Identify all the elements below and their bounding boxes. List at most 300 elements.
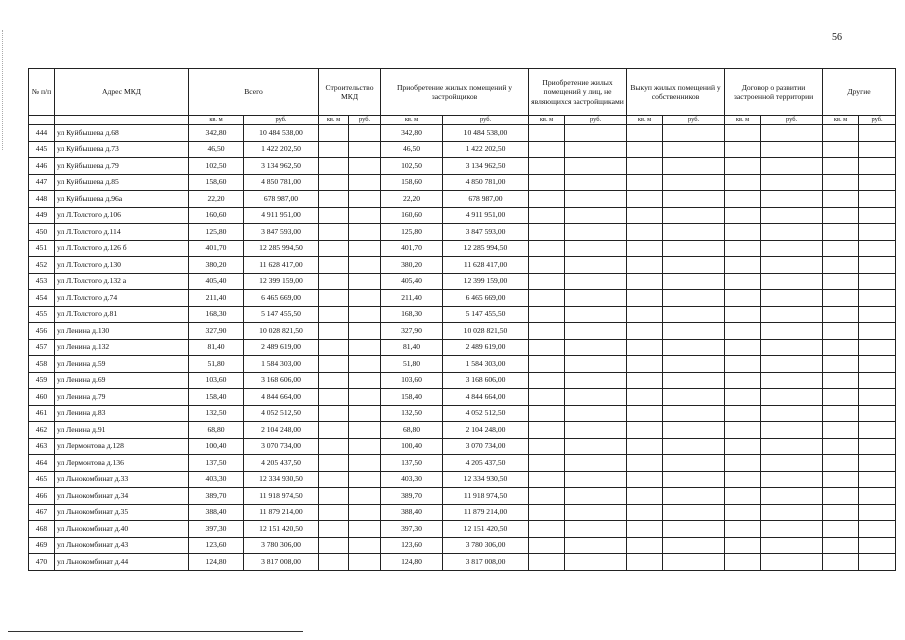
row-purchase-area: 124,80 [381,554,443,571]
row-empty-cell [823,504,859,521]
row-address: ул Лермонтова д.128 [55,438,189,455]
row-empty-cell [529,504,565,521]
row-purchase-sum: 11 918 974,50 [443,488,529,505]
row-empty-cell [761,323,823,340]
row-purchase-sum: 12 285 994,50 [443,240,529,257]
row-empty-cell [725,471,761,488]
row-purchase-sum: 3 168 606,00 [443,372,529,389]
row-construction-area [319,207,349,224]
row-construction-sum [349,306,381,323]
row-empty-cell [529,290,565,307]
row-purchase-sum: 12 399 159,00 [443,273,529,290]
row-empty-cell [725,125,761,142]
row-empty-cell [565,339,627,356]
row-empty-cell [663,224,725,241]
unit-area: кв. м [189,116,244,125]
row-purchase-sum: 6 465 669,00 [443,290,529,307]
row-empty-cell [761,174,823,191]
row-construction-sum [349,125,381,142]
row-construction-sum [349,290,381,307]
unit-rub: руб. [565,116,627,125]
row-purchase-area: 102,50 [381,158,443,175]
header-construction: Строительство МКД [319,69,381,116]
row-purchase-sum: 10 484 538,00 [443,125,529,142]
row-purchase-sum: 1 422 202,50 [443,141,529,158]
row-empty-cell [529,191,565,208]
row-empty-cell [761,191,823,208]
row-empty-cell [663,389,725,406]
row-empty-cell [663,455,725,472]
row-empty-cell [627,224,663,241]
row-purchase-sum: 4 052 512,50 [443,405,529,422]
row-construction-sum [349,488,381,505]
row-empty-cell [859,339,896,356]
row-empty-cell [663,504,725,521]
table-row [29,207,896,224]
row-empty-cell [627,323,663,340]
row-construction-sum [349,422,381,439]
row-address: ул Ленина д.91 [55,422,189,439]
row-empty-cell [823,158,859,175]
row-number: 456 [29,323,55,340]
unit-area: кв. м [381,116,443,125]
row-empty-cell [627,372,663,389]
row-empty-cell [859,438,896,455]
table-row [29,323,896,340]
header-purchase-non-developers: Приобретение жилых помещений у лиц, не являющихся застройщиками [529,69,627,116]
row-empty-cell [663,240,725,257]
row-empty-cell [859,174,896,191]
row-construction-sum [349,191,381,208]
row-total-area: 401,70 [189,240,244,257]
row-construction-area [319,504,349,521]
row-purchase-area: 68,80 [381,422,443,439]
unit-rub: руб. [244,116,319,125]
row-empty-cell [565,389,627,406]
row-purchase-area: 168,30 [381,306,443,323]
row-empty-cell [529,158,565,175]
row-purchase-sum: 4 205 437,50 [443,455,529,472]
row-construction-area [319,405,349,422]
row-number: 462 [29,422,55,439]
row-empty-cell [565,174,627,191]
row-total-area: 388,40 [189,504,244,521]
unit-rub: руб. [443,116,529,125]
row-empty-cell [627,306,663,323]
row-empty-cell [761,405,823,422]
row-empty-cell [627,554,663,571]
row-purchase-sum: 2 489 619,00 [443,339,529,356]
row-empty-cell [529,372,565,389]
row-construction-area [319,422,349,439]
row-empty-cell [529,323,565,340]
row-construction-area [319,158,349,175]
table-row [29,488,896,505]
row-empty-cell [761,504,823,521]
row-total-area: 102,50 [189,158,244,175]
row-purchase-area: 388,40 [381,504,443,521]
row-empty-cell [859,290,896,307]
row-construction-area [319,323,349,340]
row-empty-cell [761,471,823,488]
row-empty-cell [859,537,896,554]
row-construction-sum [349,405,381,422]
row-empty-cell [761,141,823,158]
row-total-sum: 12 334 930,50 [244,471,319,488]
row-empty-cell [565,471,627,488]
row-empty-cell [859,224,896,241]
row-empty-cell [565,521,627,538]
row-address: ул Льнокомбинат д.43 [55,537,189,554]
row-total-sum: 12 285 994,50 [244,240,319,257]
row-construction-area [319,141,349,158]
row-purchase-area: 100,40 [381,438,443,455]
row-construction-sum [349,537,381,554]
row-construction-area [319,356,349,373]
row-empty-cell [823,323,859,340]
row-number: 451 [29,240,55,257]
row-empty-cell [529,174,565,191]
table-row [29,455,896,472]
footer-rule [8,631,303,632]
row-address: ул Льнокомбинат д.35 [55,504,189,521]
row-empty-cell [761,422,823,439]
row-empty-cell [823,521,859,538]
row-empty-cell [529,207,565,224]
row-empty-cell [761,125,823,142]
row-address: ул Льнокомбинат д.33 [55,471,189,488]
row-empty-cell [823,224,859,241]
units-blank [29,116,55,125]
margin-marks [2,30,5,150]
unit-area: кв. м [319,116,349,125]
row-empty-cell [627,290,663,307]
header-address: Адрес МКД [55,69,189,116]
row-empty-cell [663,158,725,175]
row-empty-cell [529,521,565,538]
row-empty-cell [565,290,627,307]
row-purchase-sum: 678 987,00 [443,191,529,208]
row-total-sum: 11 918 974,50 [244,488,319,505]
row-construction-area [319,224,349,241]
row-total-area: 397,30 [189,521,244,538]
row-number: 448 [29,191,55,208]
row-purchase-area: 123,60 [381,537,443,554]
row-construction-sum [349,521,381,538]
row-number: 459 [29,372,55,389]
row-total-sum: 2 104 248,00 [244,422,319,439]
row-number: 444 [29,125,55,142]
row-empty-cell [823,207,859,224]
row-address: ул Л.Толстого д.81 [55,306,189,323]
row-empty-cell [565,257,627,274]
row-address: ул Ленина д.59 [55,356,189,373]
row-construction-area [319,554,349,571]
table-row [29,422,896,439]
row-construction-area [319,488,349,505]
row-address: ул Л.Толстого д.74 [55,290,189,307]
row-purchase-sum: 11 628 417,00 [443,257,529,274]
row-purchase-sum: 11 879 214,00 [443,504,529,521]
row-empty-cell [725,174,761,191]
table-row [29,372,896,389]
row-purchase-sum: 3 780 306,00 [443,537,529,554]
row-empty-cell [529,471,565,488]
row-address: ул Л.Толстого д.126 б [55,240,189,257]
table-row [29,504,896,521]
row-empty-cell [823,389,859,406]
row-empty-cell [627,240,663,257]
row-empty-cell [565,224,627,241]
row-purchase-sum: 3 134 962,50 [443,158,529,175]
row-construction-sum [349,372,381,389]
row-empty-cell [725,273,761,290]
row-empty-cell [565,504,627,521]
row-total-area: 380,20 [189,257,244,274]
row-empty-cell [761,158,823,175]
table-row [29,405,896,422]
row-empty-cell [663,521,725,538]
row-address: ул Л.Толстого д.130 [55,257,189,274]
row-empty-cell [725,356,761,373]
row-empty-cell [761,389,823,406]
row-address: ул Л.Толстого д.114 [55,224,189,241]
row-total-area: 389,70 [189,488,244,505]
row-address: ул Ленина д.83 [55,405,189,422]
row-empty-cell [859,356,896,373]
row-empty-cell [859,471,896,488]
row-empty-cell [663,141,725,158]
row-empty-cell [565,191,627,208]
row-total-sum: 6 465 669,00 [244,290,319,307]
row-number: 463 [29,438,55,455]
row-construction-sum [349,438,381,455]
row-total-sum: 1 584 303,00 [244,356,319,373]
row-empty-cell [725,389,761,406]
row-number: 447 [29,174,55,191]
row-empty-cell [823,191,859,208]
row-empty-cell [725,323,761,340]
row-empty-cell [663,554,725,571]
row-empty-cell [823,356,859,373]
row-total-sum: 3 168 606,00 [244,372,319,389]
row-purchase-area: 137,50 [381,455,443,472]
row-construction-area [319,273,349,290]
row-construction-area [319,537,349,554]
row-empty-cell [663,372,725,389]
row-purchase-sum: 2 104 248,00 [443,422,529,439]
row-empty-cell [859,554,896,571]
table-row [29,537,896,554]
row-empty-cell [565,306,627,323]
row-number: 468 [29,521,55,538]
row-empty-cell [725,438,761,455]
row-total-area: 68,80 [189,422,244,439]
row-construction-sum [349,141,381,158]
row-construction-area [319,125,349,142]
row-number: 454 [29,290,55,307]
row-number: 461 [29,405,55,422]
row-construction-area [319,372,349,389]
row-empty-cell [823,257,859,274]
row-empty-cell [663,191,725,208]
row-empty-cell [627,339,663,356]
row-empty-cell [627,537,663,554]
row-construction-sum [349,257,381,274]
row-empty-cell [529,389,565,406]
row-empty-cell [627,257,663,274]
row-total-area: 168,30 [189,306,244,323]
row-construction-area [319,339,349,356]
row-empty-cell [859,240,896,257]
row-number: 453 [29,273,55,290]
row-purchase-sum: 1 584 303,00 [443,356,529,373]
row-number: 446 [29,158,55,175]
row-empty-cell [529,422,565,439]
row-purchase-area: 46,50 [381,141,443,158]
row-empty-cell [823,174,859,191]
row-total-area: 132,50 [189,405,244,422]
row-empty-cell [627,191,663,208]
row-construction-sum [349,224,381,241]
row-empty-cell [725,306,761,323]
row-empty-cell [761,372,823,389]
row-address: ул Куйбышева д.73 [55,141,189,158]
table-row [29,158,896,175]
row-empty-cell [859,158,896,175]
header-total: Всего [189,69,319,116]
row-number: 465 [29,471,55,488]
header-purchase-developers: Приобретение жилых помещений у застройщиков [381,69,529,116]
header-num: № п/п [29,69,55,116]
row-construction-sum [349,504,381,521]
row-total-sum: 2 489 619,00 [244,339,319,356]
row-empty-cell [627,389,663,406]
row-empty-cell [663,290,725,307]
row-empty-cell [663,323,725,340]
row-address: ул Льнокомбинат д.34 [55,488,189,505]
row-number: 470 [29,554,55,571]
row-empty-cell [823,125,859,142]
row-empty-cell [529,339,565,356]
row-empty-cell [663,306,725,323]
row-construction-area [319,306,349,323]
unit-area: кв. м [529,116,565,125]
row-number: 460 [29,389,55,406]
row-empty-cell [565,488,627,505]
unit-area: кв. м [725,116,761,125]
row-total-area: 22,20 [189,191,244,208]
row-purchase-sum: 5 147 455,50 [443,306,529,323]
row-total-sum: 3 780 306,00 [244,537,319,554]
row-empty-cell [529,356,565,373]
row-empty-cell [823,455,859,472]
row-empty-cell [761,224,823,241]
table-row [29,273,896,290]
row-construction-sum [349,471,381,488]
row-address: ул Льнокомбинат д.40 [55,521,189,538]
row-empty-cell [823,273,859,290]
row-empty-cell [627,174,663,191]
row-purchase-area: 211,40 [381,290,443,307]
unit-rub: руб. [663,116,725,125]
table-row [29,306,896,323]
row-empty-cell [725,504,761,521]
row-total-sum: 10 028 821,50 [244,323,319,340]
row-empty-cell [859,323,896,340]
row-purchase-sum: 3 817 008,00 [443,554,529,571]
row-empty-cell [859,207,896,224]
row-empty-cell [859,389,896,406]
row-purchase-area: 125,80 [381,224,443,241]
unit-rub: руб. [761,116,823,125]
row-total-sum: 12 399 159,00 [244,273,319,290]
row-purchase-area: 380,20 [381,257,443,274]
row-empty-cell [627,488,663,505]
row-empty-cell [859,372,896,389]
row-empty-cell [823,471,859,488]
row-empty-cell [859,521,896,538]
row-address: ул Куйбышева д.85 [55,174,189,191]
row-construction-area [319,455,349,472]
header-buyout: Выкуп жилых помещений у собственников [627,69,725,116]
row-total-area: 158,60 [189,174,244,191]
row-purchase-sum: 10 028 821,50 [443,323,529,340]
row-empty-cell [627,207,663,224]
row-number: 452 [29,257,55,274]
row-empty-cell [761,521,823,538]
row-empty-cell [725,521,761,538]
row-empty-cell [823,306,859,323]
row-construction-sum [349,389,381,406]
row-address: ул Куйбышева д.68 [55,125,189,142]
row-empty-cell [663,405,725,422]
row-total-sum: 3 070 734,00 [244,438,319,455]
row-total-area: 211,40 [189,290,244,307]
row-construction-area [319,191,349,208]
row-total-sum: 4 844 664,00 [244,389,319,406]
row-address: ул Ленина д.132 [55,339,189,356]
row-total-area: 405,40 [189,273,244,290]
row-empty-cell [663,471,725,488]
row-empty-cell [859,273,896,290]
row-empty-cell [663,207,725,224]
row-empty-cell [663,174,725,191]
row-empty-cell [529,125,565,142]
row-empty-cell [725,240,761,257]
row-purchase-area: 403,30 [381,471,443,488]
row-empty-cell [627,158,663,175]
row-empty-cell [627,273,663,290]
row-empty-cell [529,554,565,571]
row-total-sum: 678 987,00 [244,191,319,208]
row-address: ул Ленина д.130 [55,323,189,340]
row-number: 445 [29,141,55,158]
row-purchase-area: 158,40 [381,389,443,406]
row-purchase-area: 401,70 [381,240,443,257]
row-purchase-area: 342,80 [381,125,443,142]
row-address: ул Куйбышева д.79 [55,158,189,175]
row-empty-cell [761,240,823,257]
row-empty-cell [823,554,859,571]
table-row [29,240,896,257]
row-empty-cell [761,554,823,571]
row-empty-cell [761,455,823,472]
row-empty-cell [663,356,725,373]
row-construction-sum [349,240,381,257]
row-total-area: 103,60 [189,372,244,389]
row-empty-cell [761,306,823,323]
